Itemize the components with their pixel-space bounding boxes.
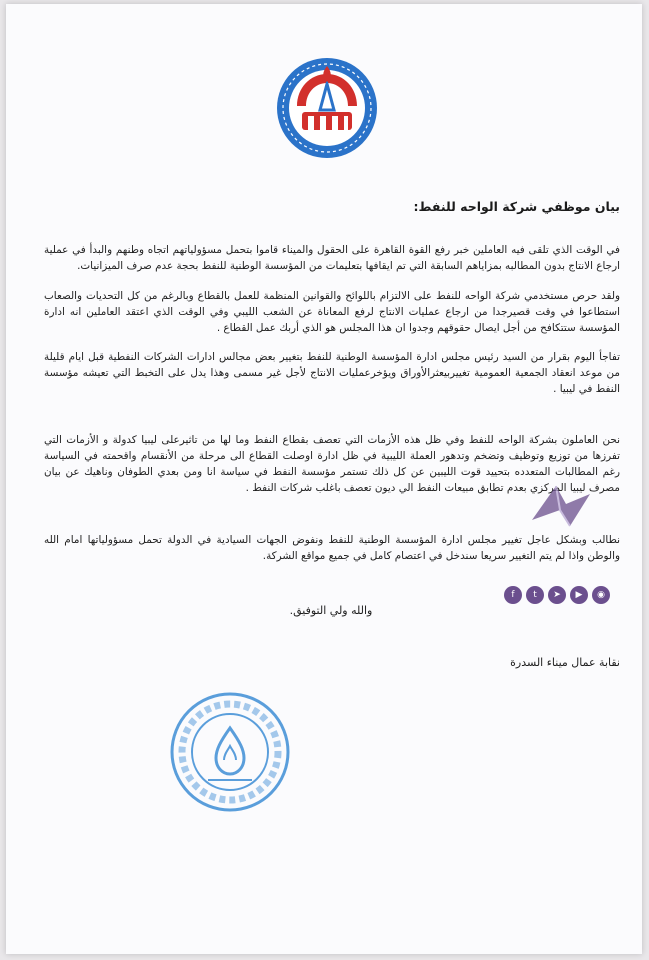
closing-line: والله ولي التوفيق. bbox=[289, 604, 373, 617]
document-page bbox=[6, 4, 642, 954]
youtube-icon[interactable]: ▶ bbox=[570, 586, 588, 604]
twitter-icon[interactable]: t bbox=[526, 586, 544, 604]
union-stamp-seal bbox=[166, 688, 294, 816]
oil-company-logo bbox=[274, 52, 380, 162]
paragraph-2: ولقد حرص مستخدمي شركة الواحه للنفط على الالتزام باللوائح والقوانين المنظمة للعمل بالقطاع وبالرغم من كل التحديات والصعاب استطاعوا في وقت قصيرجدا من ارجاع عمليات الانتاج لرفع المعاناة عن الشعب الليبي وفي الوقت الذي اعتقد العاملين انه ادارة المؤسسة ستتكافح من أجل ايصال حقوقهم وجدوا ان هذا المجلس هو الذي أربك عمل القطاع . bbox=[44, 290, 620, 334]
paragraph-4: نحن العاملون بشركة الواحه للنفط وفي ظل هذه الأزمات التي تعصف بقطاع النفط وما لها من تاثيرعلى ليبيا كدولة و الأزمات التي تفرزها من توزيع وتوظيف وتضخم وتدهور العملة الليبية في ظل ادارة اوصلت القطاع الى مرحلة من الأنقسام واقحمته في السياسة رغم المطالبات المتعدده بتحييد قوت الليبين عن كل ذلك تستمر مؤسسة النفط في سياسة انا ومن بعدي الطوفان وناهيك عن بيان مصرف ليبيا المركزي بعدم تطابق مبيعات النفط الي ديون تعصف باغلب شركات النفط . bbox=[44, 434, 620, 494]
telegram-icon[interactable]: ➤ bbox=[548, 586, 566, 604]
statement-title: بيان موظفي شركة الواحه للنفط: bbox=[413, 199, 620, 214]
social-icons-row bbox=[504, 586, 610, 604]
signature-line: نقابة عمال ميناء السدرة bbox=[510, 656, 620, 669]
paragraph-5: نطالب وبشكل عاجل تغيير مجلس ادارة المؤسسة الوطنية للنفط ونفوض الجهات السيادية في الدولة تحمل مسؤولياتها امام الله والوطن واذا لم يتم التغيير سريعا سندخل في اعتصام كامل في جميع مواقع الشركة. bbox=[44, 534, 620, 562]
rss-icon[interactable]: ◉ bbox=[592, 586, 610, 604]
paragraph-3: تفاجأ اليوم بقرار من السيد رئيس مجلس ادارة المؤسسة الوطنية للنفط بتغيير بعض مجالس ادارات الشركات النفطية قبل ايام قليلة من موعد انعقاد الجمعية العمومية تغييربيعثرالأوراق ويؤخرعمليات الانتاج لأجل غير مسمى وهذا يدل على التخبط التي تعيشه مؤسسة النفط في ليبيا . bbox=[44, 351, 620, 395]
paragraph-1: في الوقت الذي تلقى فيه العاملين خبر رفع القوة القاهرة على الحقول والميناء قاموا بتحمل مسؤولياتهم اتجاه وطنهم والبدأ في عملية ارجاع الانتاج بدون المطالبه بمزاياهم السابقة التي تم ايقافها بتعليمات من المؤسسة الوطنية للنفط بحجة عدم صرف الميزانيات. bbox=[44, 244, 620, 272]
site-watermark-logo bbox=[526, 480, 596, 532]
facebook-icon[interactable]: f bbox=[504, 586, 522, 604]
